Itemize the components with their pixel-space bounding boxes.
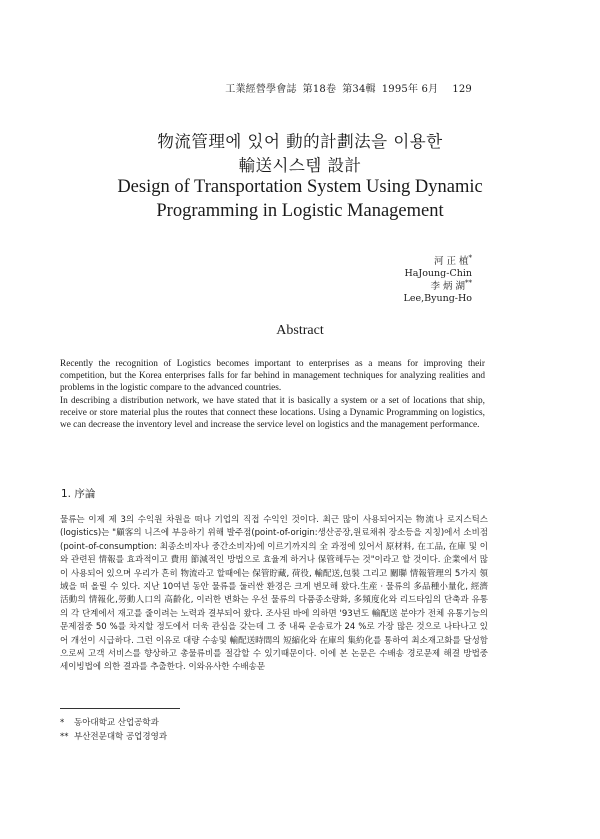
author-1-name-ko: 河 正 植 bbox=[433, 256, 469, 268]
korean-title-line-2: 輸送시스템 設計 bbox=[238, 156, 362, 175]
korean-title-line-1: 物流管理에 있어 動的計劃法을 이용한 bbox=[157, 132, 443, 151]
author-2-name-ko: 李 炳 湖 bbox=[430, 281, 465, 293]
abstract-body bbox=[60, 358, 485, 431]
author-1 bbox=[404, 252, 472, 280]
footnote-1-mark: * bbox=[60, 718, 65, 728]
author-1-name-en: HaJoung-Chin bbox=[404, 268, 472, 280]
footnote-1-text: 동아대학교 산업공학과 bbox=[74, 718, 159, 728]
author-1-mark: * bbox=[468, 254, 472, 262]
author-2-mark: ** bbox=[465, 279, 472, 287]
journal-date: 1995年 6月 bbox=[381, 84, 439, 95]
abstract-paragraph-1: Recently the recognition of Logistics becomes important to enterprises as a means for improving their competition, but the Korea enterprises falls for far behind in management techniques for analyzing realities and problems in the logistic compare to the advanced countries. bbox=[60, 359, 485, 394]
journal-name: 工業經營學會誌 bbox=[225, 84, 297, 95]
footnote-divider bbox=[60, 708, 180, 709]
journal-issue: 第34輯 bbox=[342, 84, 376, 95]
footnote-1 bbox=[60, 716, 159, 728]
abstract-paragraph-2: In describing a distribution network, we have stated that it is basically a system or a set of locations that ship, receive or store material plus the routes that connect these locations. Using a Dynamic Programming on logistics, we can decrease the inventory level and increase the service level on logistics and the management performance. bbox=[60, 395, 485, 431]
abstract-heading: Abstract bbox=[276, 323, 324, 338]
english-title-line-1: Design of Transportation System Using Dynamic bbox=[117, 177, 483, 197]
section-heading: 1. 序論 bbox=[61, 488, 96, 500]
footnote-2-text: 부산전문대학 공업경영과 bbox=[74, 732, 168, 742]
footnote-2-mark: ** bbox=[60, 732, 69, 742]
introduction-paragraph: 물류는 이제 제 3의 수익원 차원을 떠나 기업의 직접 수익인 것이다. 최근 많이 사용되어지는 物流나 로지스틱스(logistics)는 "顧客의 니즈에 부응하기 위해 발주점(point-of-origin:생산공장,원료채취 장소등을 지칭)에서 소비점(point-of-consumption: 최종소비자나 중간소비자)에 이르기까지의 全 과정에 있어서 原材料, 在工品, 在庫 및 이와 관련된 情報를 효과적이고 費用 節減적인 방법으로 효율계 하거나 保管해두는 것"이라고 할 것이다. 企業에서 많이 사용되어 있으며 우리가 흔히 物流라고 할때에는 保管貯藏, 荷役, 輸配送,包裝 그리고 關聯 情報管理의 5가지 領域을 떠 올릴 수 있다. 지난 10여년 동안 물류를 둘러싼 환경은 크게 변모해 왔다.生産 · 물류의 多品種小量化, 經濟活動의 情報化,勞動人口의 高齡化, 이러한 변화는 우선 물류의 다품종소량화, 多頻度化와 리드타임의 단축과 유통의 각 단계에서 재고를 줄이려는 노력과 결부되어 왔다. 조사된 바에 의하면 '93년도 輸配送 분야가 전체 유통기능의 문제점중 50 %를 차지할 정도에서 더욱 관심을 갖는데 그 중 내륙 운송료가 24 %로 가장 많은 것으로 나타나고 있어 개선이 시급하다. 그런 이유로 대량 수송및 輸配送時間의 短縮化와 在庫의 集約化를 통하여 최소재고화를 달성함으로써 고객 서비스를 향상하고 총물류비를 절감할 수 있기때문이다. 이에 본 논문은 수배송 경로문제 해결 방법중 세이빙법에 의한 결과를 추출한다. 이와유사한 수배송문 bbox=[60, 515, 488, 673]
author-2-name-en: Lee,Byung-Ho bbox=[403, 293, 472, 305]
page-number: 129 bbox=[452, 84, 472, 95]
journal-volume: 第18卷 bbox=[302, 84, 337, 95]
running-header bbox=[219, 80, 472, 95]
author-2 bbox=[404, 277, 472, 305]
english-title-line-2: Programming in Logistic Management bbox=[156, 201, 444, 221]
footnote-2 bbox=[60, 730, 167, 742]
